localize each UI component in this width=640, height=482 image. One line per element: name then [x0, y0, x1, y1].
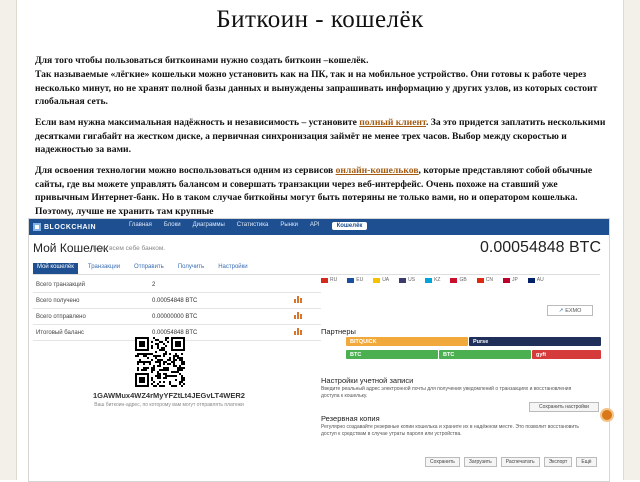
slide-frame-right [623, 0, 640, 480]
wallet-screenshot [28, 218, 610, 482]
currency-flag[interactable] [321, 277, 337, 283]
currency-flag[interactable] [528, 277, 544, 283]
flag-code: RU [330, 277, 338, 283]
p4-text-b: , которые представляют собой обычные сайты, где вы можете управлять балансом и совершать транзакции через веб-интерфейс. Очень похоже на ставший уже привычным Интернет-банк. Но в таком случае биткойны могут быть потеряны не только вами, но и оператором кошелька. Поэтому, лучше не хранить там крупные [35, 165, 593, 217]
currency-flags [321, 277, 591, 283]
backup-button[interactable]: Загрузить [464, 457, 497, 467]
settings-save-button[interactable]: Сохранить настройки [529, 402, 599, 412]
nav-item[interactable]: Статистика [236, 222, 269, 228]
backup-text: Регулярно создавайте резервные копии кошелька и храните их в надёжном месте. Это позволит восстановить доступ к средствам в случае утраты пароля или устройства. [321, 424, 580, 437]
summary-value: 0.00054848 BTC [149, 293, 291, 309]
backup-buttons [425, 457, 597, 467]
backup-button[interactable]: Ещё [576, 457, 596, 467]
partners-heading: Партнеры [321, 327, 356, 336]
partner-bitquick[interactable] [346, 337, 468, 346]
p4-text-a: Для освоения технологии можно воспользоваться одним из сервисов [35, 165, 336, 176]
full-client-link[interactable]: полный клиент [359, 117, 426, 128]
flag-icon [347, 278, 354, 283]
flag-code: EU [356, 277, 364, 283]
summary-label: Всего отправлено [33, 309, 149, 325]
backup-heading: Резервная копия [321, 414, 380, 423]
wallet-tab[interactable]: Отправить [134, 264, 164, 270]
nav-item[interactable]: Кошелёк [332, 222, 368, 230]
summary-value: 2 [149, 277, 291, 293]
exmo-icon: ↗ [558, 307, 564, 314]
flag-icon [373, 278, 380, 283]
currency-flag[interactable] [477, 277, 493, 283]
partner-btc-2[interactable] [439, 350, 531, 359]
flag-code: US [408, 277, 416, 283]
blockchain-brand: BLOCKCHAIN [44, 223, 97, 231]
slide-frame-left [0, 0, 17, 480]
flag-code: JP [511, 277, 518, 283]
flag-icon [321, 278, 328, 283]
summary-label: Всего транзакций [33, 277, 149, 293]
summary-label: Всего получено [33, 293, 149, 309]
summary-row [33, 277, 321, 293]
wallet-tab[interactable]: Мой кошелёк [33, 263, 78, 274]
flag-code: GB [459, 277, 467, 283]
blockchain-logo[interactable] [33, 221, 96, 233]
partner-btc-2-label: BTC [443, 351, 455, 358]
paragraph-online-wallets [35, 164, 610, 218]
mini-chart-icon[interactable] [294, 296, 302, 303]
partner-purse[interactable] [469, 337, 601, 346]
flag-icon [528, 278, 535, 283]
summary-chart-cell [291, 309, 321, 325]
wallet-address[interactable]: 1GAWMux4WZ4rMyYFZtLt4JEGvLT4WER2 [93, 391, 245, 400]
settings-heading: Настройки учетной записи [321, 376, 414, 385]
currency-flag[interactable] [450, 277, 466, 283]
wallet-tab[interactable]: Настройки [218, 264, 248, 270]
backup-button[interactable]: Сохранить [425, 457, 460, 467]
paragraph-full-client [35, 116, 610, 157]
wallet-address-note: Ваш биткоин-адрес, по которому вам могут отправлять платежи [94, 402, 244, 408]
currency-flag[interactable] [399, 277, 415, 283]
wallet-tab[interactable]: Транзакции [87, 264, 121, 270]
flag-icon [477, 278, 484, 283]
paragraph-intro: Для того чтобы пользоваться биткоинами нужно создать биткоин –кошелёк. [35, 55, 369, 66]
summary-row [33, 293, 321, 309]
mini-chart-icon[interactable] [294, 328, 302, 335]
exmo-label: EXMO [565, 307, 582, 314]
wallet-tabs [33, 263, 600, 275]
partner-btc-1-label: BTC [350, 351, 362, 358]
backup-button[interactable]: Экспорт [544, 457, 573, 467]
wallet-balance: 0.00054848 BTC [480, 239, 601, 256]
wallet-tab[interactable]: Получить [177, 264, 205, 270]
exmo-button[interactable] [547, 305, 593, 316]
flag-icon [399, 278, 406, 283]
wallet-nav [129, 222, 367, 230]
qr-code [135, 337, 185, 387]
flag-icon [503, 278, 510, 283]
flag-icon [425, 278, 432, 283]
currency-flag[interactable] [425, 277, 440, 283]
currency-flag[interactable] [373, 277, 389, 283]
nav-item[interactable]: API [309, 222, 320, 228]
paragraph-light-wallets: Так называемые «лёгкие» кошельки можно установить как на ПК, так и на мобильное устройство. Они готовы к работе через несколько минут, но не хранят полной базы данных и вынуждены запрашивать информацию у других узлов, из которых состоит глобальная сеть. [35, 69, 598, 108]
summary-chart-cell [291, 325, 321, 341]
partner-gyft-label: gyft [536, 351, 547, 358]
summary-chart-cell [291, 293, 321, 309]
settings-text: Введите реальный адрес электронной почты для получения уведомлений о транзакциях и восстановления доступа к кошельку. [321, 386, 572, 399]
mini-chart-icon[interactable] [294, 312, 302, 319]
summary-row [33, 309, 321, 325]
summary-value: 0.00054848 BTC [149, 325, 291, 341]
slide-nav-icon[interactable] [600, 408, 614, 422]
blockchain-logo-icon [33, 223, 41, 231]
summary-label: Итоговый баланс [33, 325, 149, 341]
wallet-header [29, 219, 609, 235]
summary-chart-cell [291, 277, 321, 293]
summary-value: 0.00000000 BTC [149, 309, 291, 325]
wallet-title: Мой Кошелек [33, 241, 109, 255]
backup-button[interactable]: Распечатать [501, 457, 540, 467]
wallet-subtitle: Будь всем себе банком. [93, 245, 166, 252]
p3-text-b: . За это придется заплатить несколькими десятками гигабайт на жестком диске, а первичная синхронизация займёт не менее трех часов. Выбор между скоростью и надежностью за вами. [35, 117, 606, 156]
flag-code: AU [536, 277, 544, 283]
partner-purse-label: Purse [473, 338, 489, 345]
partner-btc-1[interactable] [346, 350, 438, 359]
nav-item[interactable]: Диаграммы [192, 222, 225, 228]
nav-item[interactable]: Главная [129, 222, 152, 228]
partner-gyft[interactable] [532, 350, 601, 359]
slide-title: Биткоин - кошелёк [216, 6, 424, 33]
nav-item[interactable]: Рынки [280, 222, 298, 228]
flag-code: UA [382, 277, 390, 283]
flag-code: KZ [434, 277, 441, 283]
flag-icon [450, 278, 457, 283]
partner-bitquick-label: BITQUICK [350, 338, 377, 345]
flag-code: CN [485, 277, 493, 283]
currency-flag[interactable] [347, 277, 363, 283]
wallet-summary-table [33, 277, 321, 341]
online-wallets-link[interactable]: онлайн-кошельков [335, 165, 419, 176]
p3-text-a: Если вам нужна максимальная надёжность и независимость – установите [35, 117, 360, 128]
nav-item[interactable]: Блоки [163, 222, 181, 228]
currency-flag[interactable] [503, 277, 518, 283]
